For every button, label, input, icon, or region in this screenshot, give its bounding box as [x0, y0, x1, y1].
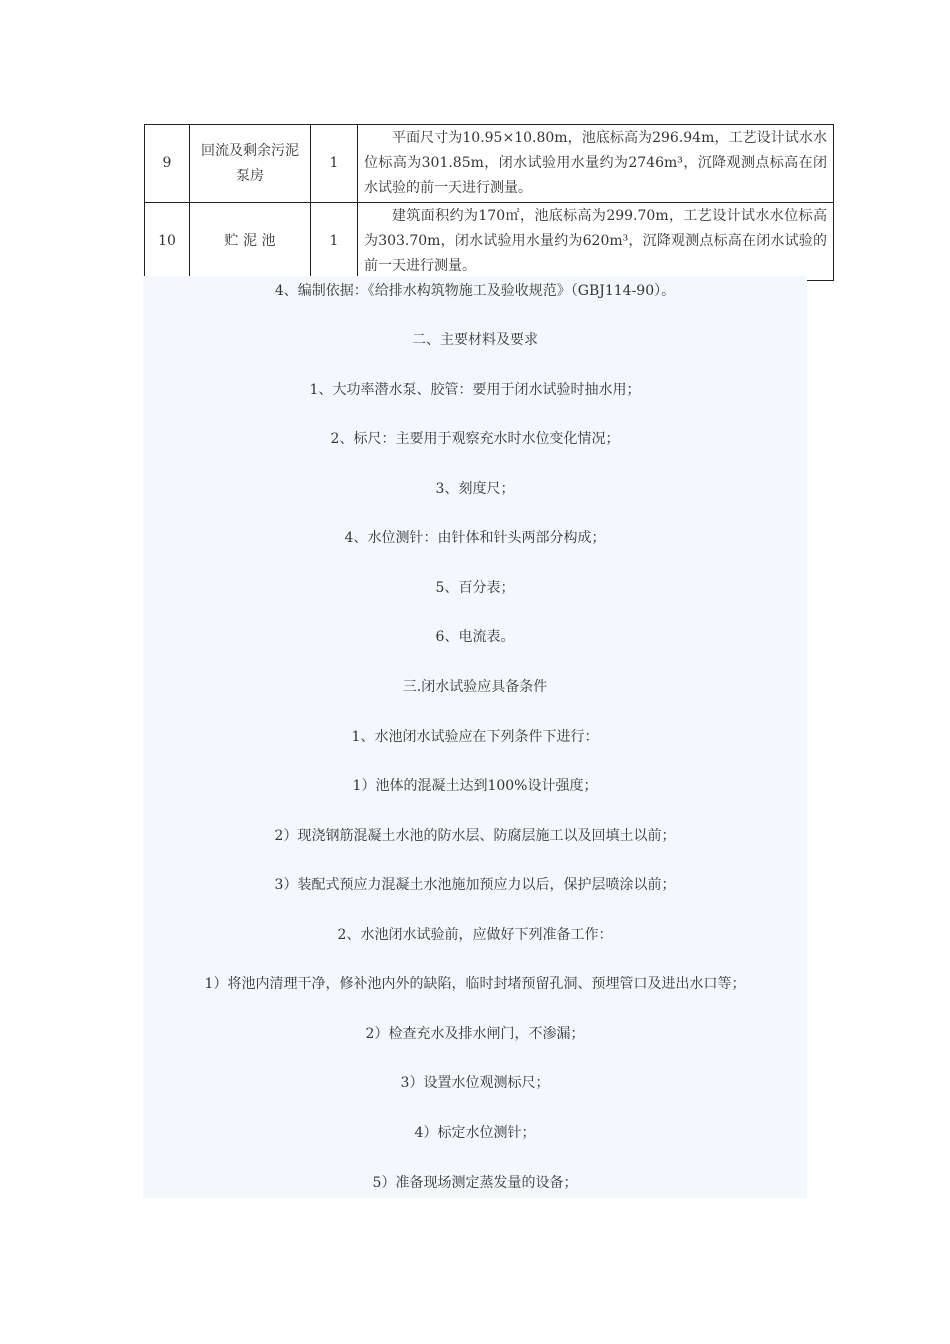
table-row	[145, 125, 834, 203]
list-item: 3）装配式预应力混凝土水池施加预应力以后，保护层喷涂以前；	[274, 877, 676, 893]
row-number: 10	[145, 203, 190, 281]
list-item: 2、水池闭水试验前，应做好下列准备工作：	[337, 927, 613, 943]
list-item: 2）现浇钢筋混凝土水池的防水层、防腐层施工以及回填土以前；	[274, 828, 676, 844]
row-number: 9	[145, 125, 190, 203]
list-item: 1）将池内清理干净，修补池内外的缺陷，临时封堵预留孔洞、预埋管口及进出水口等；	[204, 976, 746, 992]
structure-quantity: 1	[311, 125, 358, 203]
structure-description: 平面尺寸为10.95×10.80m，池底标高为296.94m，工艺设计试水水位标高为301.85m，闭水试验用水量约为2746m³，沉降观测点标高在闭水试验的前一天进行测量。	[358, 125, 834, 203]
list-item: 2）检查充水及排水闸门，不渗漏；	[365, 1026, 585, 1042]
structure-name: 贮 泥 池	[190, 203, 311, 281]
list-item: 3）设置水位观测标尺；	[400, 1075, 550, 1091]
basis-paragraph: 4、编制依据：《给排水构筑物施工及验收规范》（GBJ114-90）。	[274, 283, 676, 299]
document-body	[143, 276, 807, 1198]
list-item: 2、标尺：主要用于观察充水时水位变化情况；	[330, 431, 620, 447]
table-row	[145, 203, 834, 281]
list-item: 4）标定水位测针；	[414, 1125, 536, 1141]
structure-name: 回流及剩余污泥泵房	[190, 125, 311, 203]
structure-table	[144, 124, 834, 281]
section-heading-conditions: 三.闭水试验应具备条件	[402, 679, 548, 695]
list-item: 5、百分表；	[435, 580, 515, 596]
list-item: 1、水池闭水试验应在下列条件下进行：	[351, 729, 599, 745]
list-item: 1）池体的混凝土达到100%设计强度；	[352, 778, 598, 794]
list-item: 1、大功率潜水泵、胶管：要用于闭水试验时抽水用；	[309, 382, 641, 398]
list-item: 6、电流表。	[435, 629, 515, 645]
structure-description: 建筑面积约为170㎡，池底标高为299.70m，工艺设计试水水位标高为303.70m，闭水试验用水量约为620m³，沉降观测点标高在闭水试验的前一天进行测量。	[358, 203, 834, 281]
list-item: 4、水位测针：由针体和针头两部分构成；	[344, 530, 606, 546]
section-heading-materials: 二、主要材料及要求	[412, 332, 538, 348]
list-item: 3、刻度尺；	[435, 481, 515, 497]
list-item: 5）准备现场测定蒸发量的设备；	[372, 1175, 578, 1191]
structure-quantity: 1	[311, 203, 358, 281]
